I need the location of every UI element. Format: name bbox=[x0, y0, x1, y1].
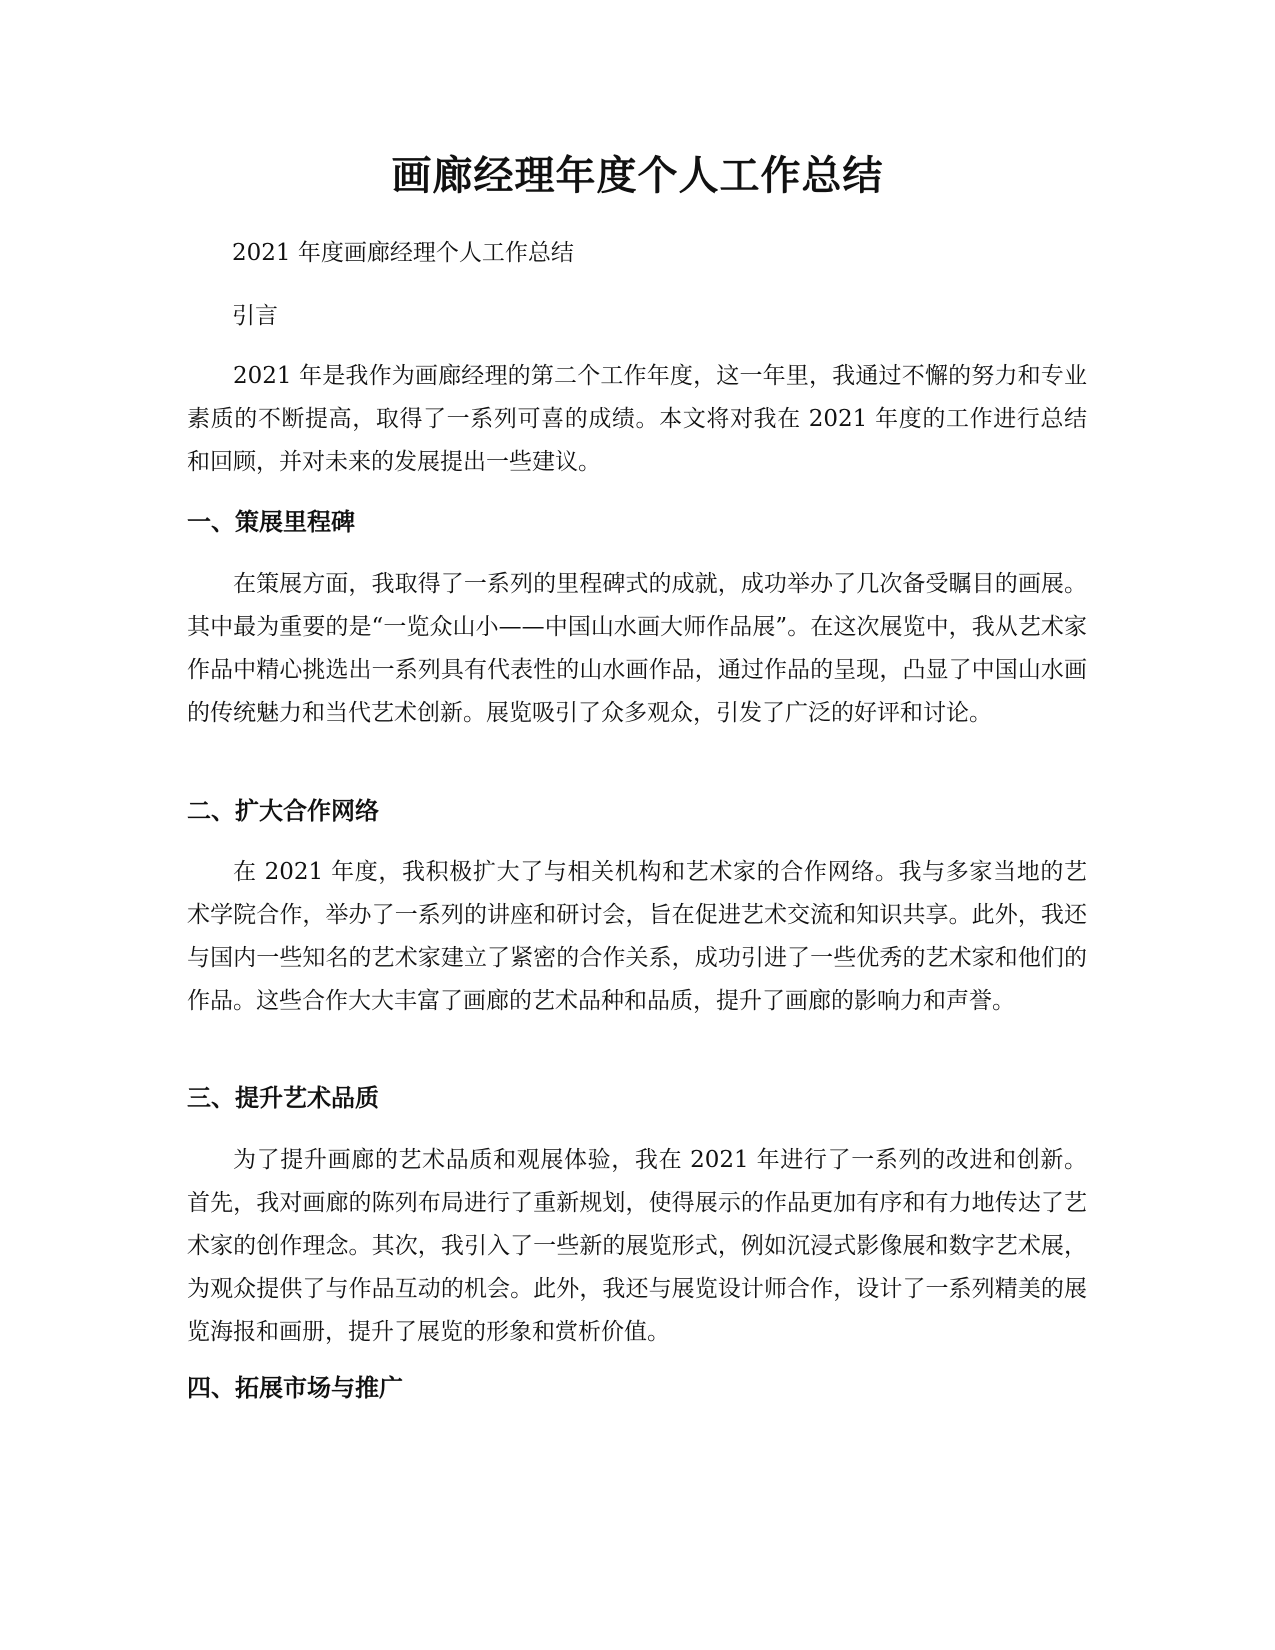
section-paragraph-milestones: 在策展方面，我取得了一系列的里程碑式的成就，成功举办了几次备受瞩目的画展。其中最为重要的是“一览众山小——中国山水画大师作品展”。在这次展览中，我从艺术家作品中精心挑选出一系列具有代表性的山水画作品，通过作品的呈现，凸显了中国山水画的传统魅力和当代艺术创新。展览吸引了众多观众，引发了广泛的好评和讨论。 bbox=[187, 571, 1087, 726]
section-heading-cooperation: 二、扩大合作网络 bbox=[187, 797, 379, 825]
document-title: 画廊经理年度个人工作总结 bbox=[391, 153, 884, 199]
section-heading-marketing: 四、拓展市场与推广 bbox=[187, 1374, 403, 1402]
section-paragraph-cooperation: 在 2021 年度，我积极扩大了与相关机构和艺术家的合作网络。我与多家当地的艺术学院合作，举办了一系列的讲座和研讨会，旨在促进艺术交流和知识共享。此外，我还与国内一些知名的艺术家建立了紧密的合作关系，成功引进了一些优秀的艺术家和他们的作品。这些合作大大丰富了画廊的艺术品种和品质，提升了画廊的影响力和声誉。 bbox=[187, 859, 1087, 1014]
section-heading-milestones: 一、策展里程碑 bbox=[187, 508, 355, 536]
section-paragraph-quality: 为了提升画廊的艺术品质和观展体验，我在 2021 年进行了一系列的改进和创新。首先，我对画廊的陈列布局进行了重新规划，使得展示的作品更加有序和有力地传达了艺术家的创作理念。其次，我引入了一些新的展览形式，例如沉浸式影像展和数字艺术展，为观众提供了与作品互动的机会。此外，我还与展览设计师合作，设计了一系列精美的展览海报和画册，提升了展览的形象和赏析价值。 bbox=[187, 1147, 1087, 1345]
document-subtitle: 2021 年度画廊经理个人工作总结 bbox=[232, 240, 574, 266]
intro-label: 引言 bbox=[232, 303, 278, 329]
section-heading-quality: 三、提升艺术品质 bbox=[187, 1084, 379, 1112]
intro-paragraph: 2021 年是我作为画廊经理的第二个工作年度，这一年里，我通过不懈的努力和专业素质的不断提高，取得了一系列可喜的成绩。本文将对我在 2021 年度的工作进行总结和回顾，并对未来的发展提出一些建议。 bbox=[187, 363, 1087, 475]
